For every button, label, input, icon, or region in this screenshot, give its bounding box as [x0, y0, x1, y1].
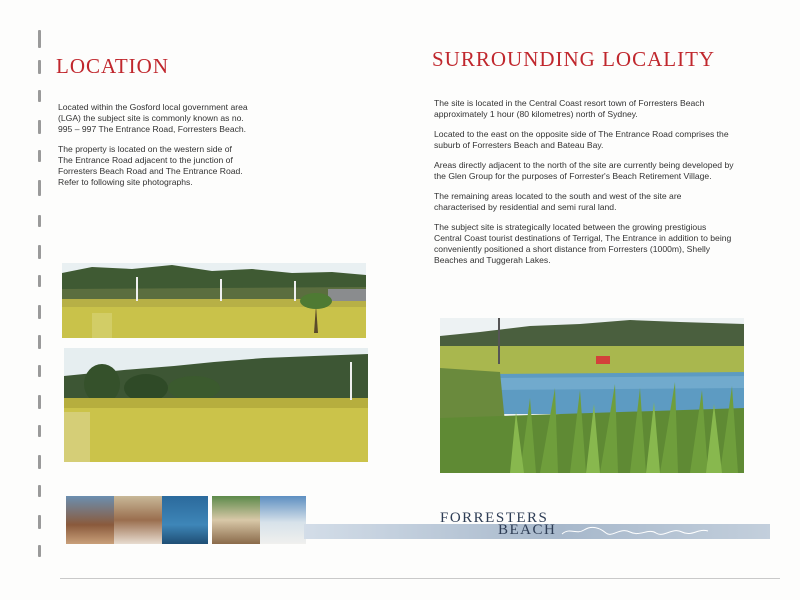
lifestyle-photo-strip: [66, 496, 306, 544]
location-paragraph: Located within the Gosford local government area (LGA) the subject site is commonly known as no. 995 – 997 The Entrance Road, Forresters Beach.: [58, 102, 248, 134]
surrounding-paragraph: Areas directly adjacent to the north of the site are currently being developed by the Glen Group for the purposes of Forrester's Beach Retirement Village.: [434, 160, 734, 181]
site-photo-2: [64, 348, 368, 462]
site-photo-1: [62, 263, 366, 338]
surrounding-text: [434, 98, 734, 275]
location-heading: LOCATION: [56, 54, 169, 78]
brand-tagline-script: [560, 525, 710, 537]
page-divider: [60, 578, 780, 579]
surrounding-paragraph: Located to the east on the opposite side of The Entrance Road comprises the suburb of Forresters Beach and Bateau Bay.: [434, 129, 729, 150]
brand-name-line1: FORRESTERS: [440, 510, 549, 526]
brand-name-line2: BEACH: [498, 522, 557, 538]
site-photo-3: [440, 318, 744, 473]
binder-holes: [30, 30, 56, 570]
surrounding-paragraph: The subject site is strategically located between the growing prestigious Central Coast tourist destinations of Terrigal, The Entrance in addition to being conveniently positioned a short distance from Forresters (1000m), Shelly Beaches and Tuggerah Lakes.: [434, 222, 732, 265]
location-text: [58, 102, 248, 197]
location-paragraph: The property is located on the western side of The Entrance Road adjacent to the junction of Forresters Beach Road and The Entrance Road. Refer to following site photographs.: [58, 144, 243, 187]
surrounding-paragraph: The site is located in the Central Coast resort town of Forresters Beach approximately 1 hour (80 kilometres) north of Sydney.: [434, 98, 705, 119]
surrounding-locality-heading: SURROUNDING LOCALITY: [432, 47, 716, 71]
surrounding-paragraph: The remaining areas located to the south and west of the site are characterised by residential and semi rural land.: [434, 191, 682, 212]
